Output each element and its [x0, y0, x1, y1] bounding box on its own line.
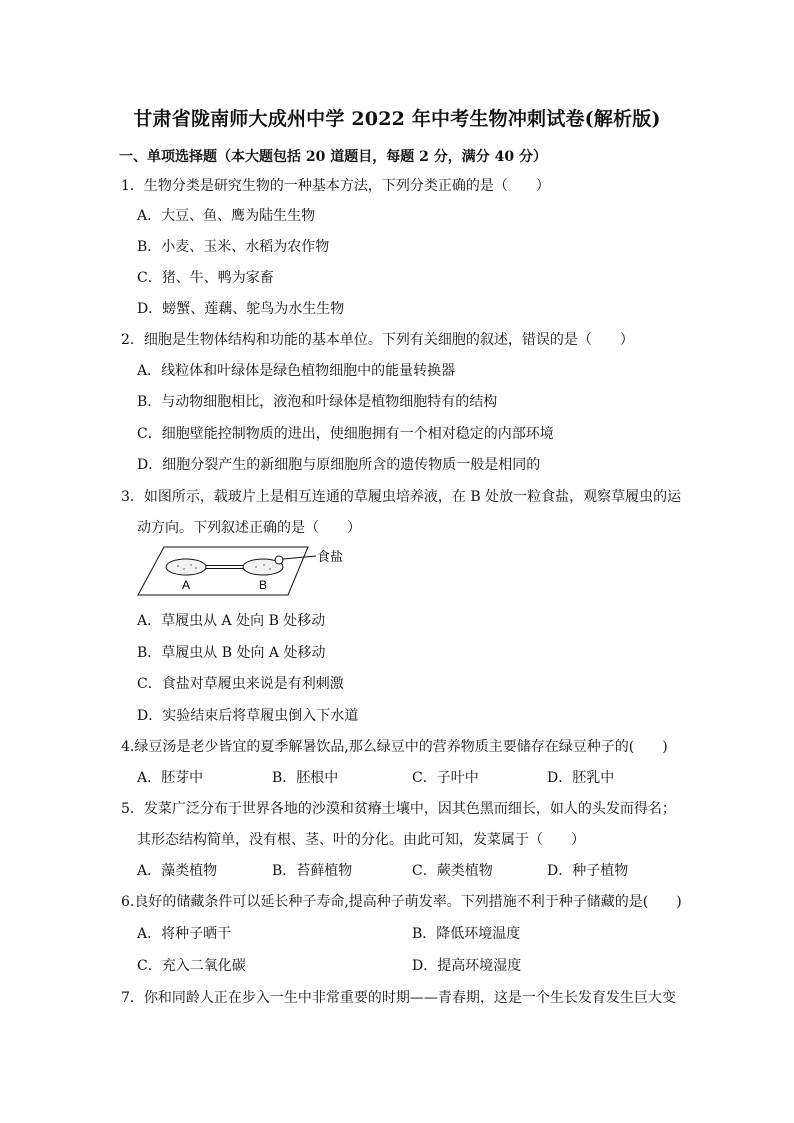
- question-3-option-b[interactable]: B．草履虫从 B 处向 A 处移动: [137, 645, 326, 661]
- label-a: A: [182, 578, 191, 592]
- question-1-option-c[interactable]: C．猪、牛、鸭为家畜: [137, 270, 274, 286]
- culture-drop-a: [166, 559, 206, 575]
- question-1-stem: 1．生物分类是研究生物的一种基本方法，下列分类正确的是（ ）: [121, 178, 550, 194]
- question-5-stem-line-1: 5．发菜广泛分布于世界各地的沙漠和贫瘠土壤中，因其色黑而细长，如人的头发而得名；: [121, 801, 676, 817]
- label-salt: 食盐: [317, 550, 344, 565]
- question-3-option-a[interactable]: A．草履虫从 A 处向 B 处移动: [137, 613, 326, 629]
- question-6-option-b[interactable]: B．降低环境温度: [412, 926, 521, 942]
- question-2-option-d[interactable]: D．细胞分裂产生的新细胞与原细胞所含的遗传物质一般是相同的: [137, 457, 541, 473]
- question-7-stem-line-1: 7．你和同龄人正在步入一生中非常重要的时期——青春期，这是一个生长发育发生巨大变: [121, 990, 676, 1006]
- question-6-stem: 6.良好的储藏条件可以延长种子寿命,提高种子萌发率。下列措施不利于种子储藏的是( ): [121, 894, 682, 910]
- question-2-option-b[interactable]: B．与动物细胞相比，液泡和叶绿体是植物细胞特有的结构: [137, 394, 498, 410]
- question-1-option-b[interactable]: B．小麦、玉米、水稻为农作物: [137, 239, 330, 255]
- glass-slide: [138, 547, 308, 595]
- page-title: 甘肃省陇南师大成州中学 2022 年中考生物冲刺试卷(解析版): [133, 108, 661, 130]
- salt-pointer-line: [283, 556, 316, 559]
- question-4-option-c[interactable]: C．子叶中: [412, 770, 479, 786]
- question-3-stem-line-2: 动方向。下列叙述正确的是（ ）: [137, 520, 361, 536]
- question-5-stem-line-2: 其形态结构简单，没有根、茎、叶的分化。由此可知，发菜属于（ ）: [137, 832, 585, 848]
- question-6-option-d[interactable]: D．提高环境湿度: [412, 958, 522, 974]
- section-heading: 一、单项选择题（本大题包括 20 道题目，每题 2 分，满分 40 分）: [119, 149, 547, 165]
- question-2-option-c[interactable]: C．细胞壁能控制物质的进出，使细胞拥有一个相对稳定的内部环境: [137, 426, 554, 442]
- slide-diagram: [136, 545, 366, 600]
- question-6-option-c[interactable]: C．充入二氧化碳: [137, 958, 246, 974]
- question-3-option-d[interactable]: D．实验结束后将草履虫倒入下水道: [137, 708, 359, 724]
- question-5-option-d[interactable]: D．种子植物: [547, 863, 629, 879]
- question-6-option-a[interactable]: A．将种子晒干: [137, 926, 232, 942]
- question-5-option-a[interactable]: A．藻类植物: [137, 863, 218, 879]
- question-5-option-b[interactable]: B．苔藓植物: [272, 863, 353, 879]
- question-1-option-a[interactable]: A．大豆、鱼、鹰为陆生生物: [137, 208, 316, 224]
- question-5-option-c[interactable]: C．蕨类植物: [412, 863, 493, 879]
- question-4-option-d[interactable]: D．胚乳中: [547, 770, 615, 786]
- label-b: B: [259, 578, 268, 592]
- question-3-option-c[interactable]: C．食盐对草履虫来说是有利刺激: [137, 676, 344, 692]
- question-4-option-b[interactable]: B．胚根中: [272, 770, 339, 786]
- question-4-option-a[interactable]: A．胚芽中: [137, 770, 204, 786]
- question-1-option-d[interactable]: D．螃蟹、莲藕、鸵鸟为水生生物: [137, 301, 345, 317]
- salt-grain: [275, 556, 283, 564]
- question-2-stem: 2．细胞是生物体结构和功能的基本单位。下列有关细胞的叙述，错误的是（ ）: [121, 332, 634, 348]
- question-4-stem: 4.绿豆汤是老少皆宜的夏季解暑饮品,那么绿豆中的营养物质主要储存在绿豆种子的( ): [121, 739, 668, 755]
- question-3-stem-line-1: 3．如图所示，载玻片上是相互连通的草履虫培养液，在 B 处放一粒食盐，观察草履虫的运: [121, 489, 682, 505]
- question-2-option-a[interactable]: A．线粒体和叶绿体是绿色植物细胞中的能量转换器: [137, 363, 456, 379]
